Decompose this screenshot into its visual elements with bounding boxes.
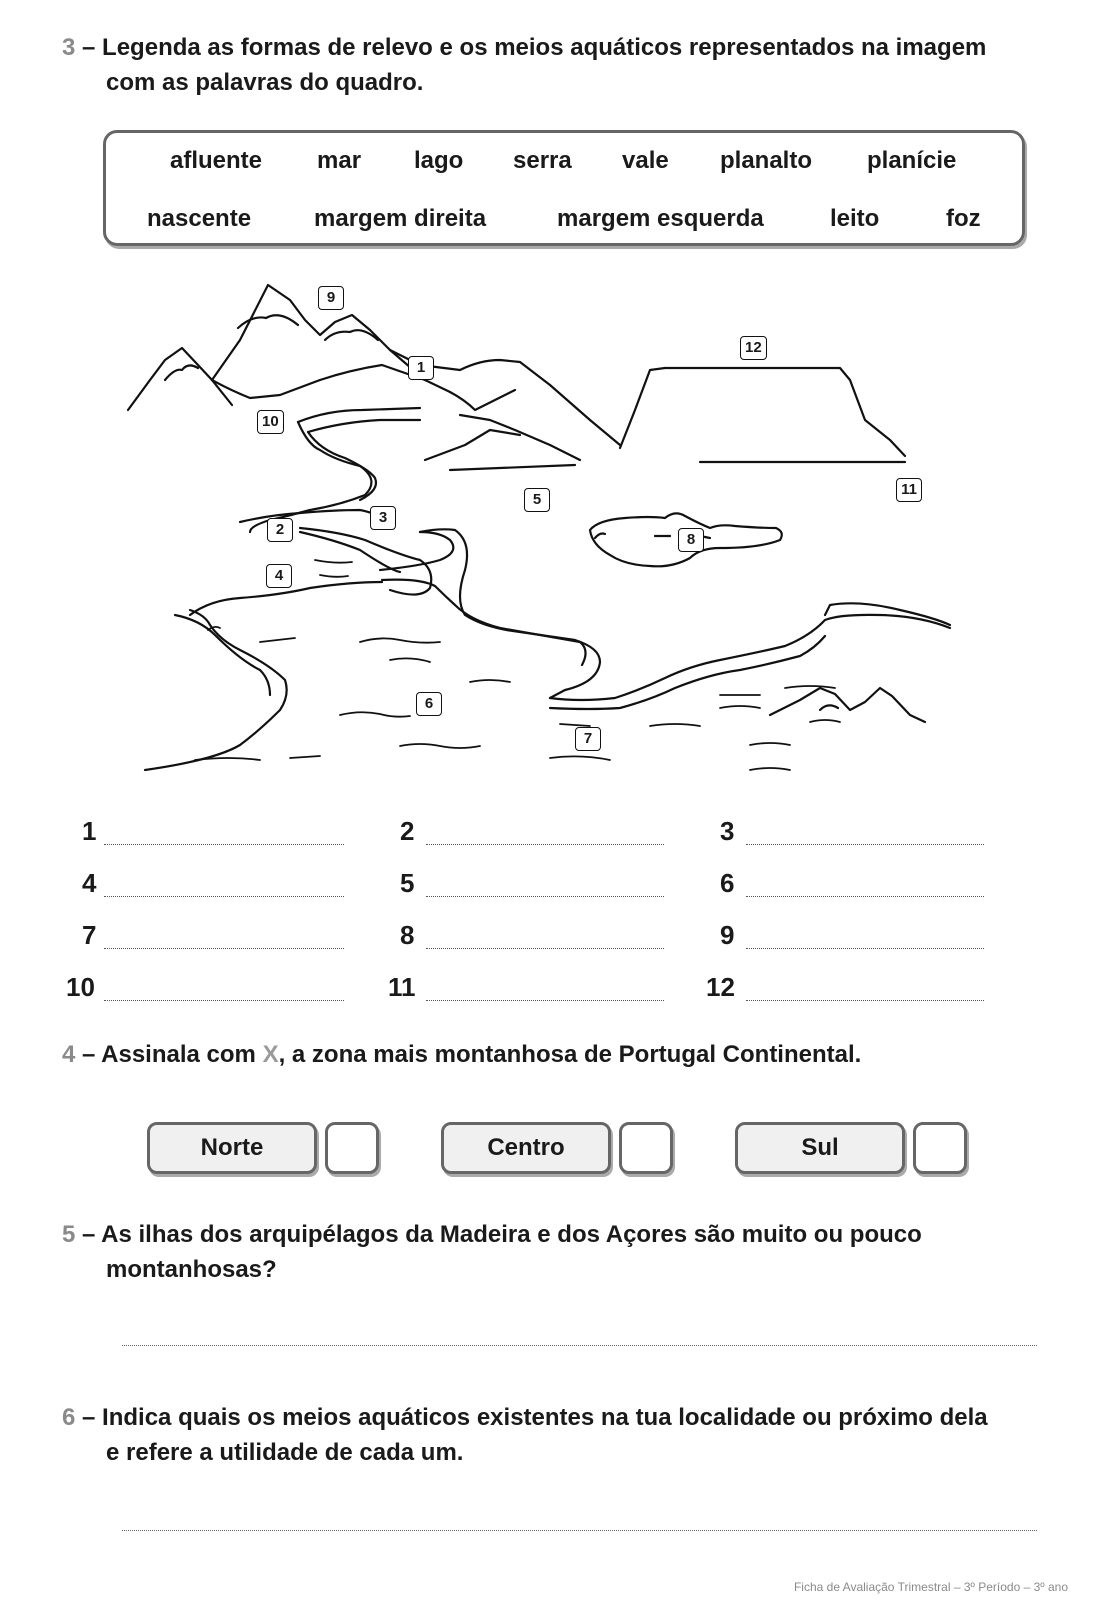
question-text-cont: e refere a utilidade de cada um. [106, 1439, 464, 1466]
answer-row [60, 968, 1020, 1008]
word-bank [103, 130, 1025, 246]
word-item: margem esquerda [557, 205, 764, 232]
page-footer: Ficha de Avaliação Trimestral – 3º Período – 3º ano [793, 1580, 1068, 1594]
answer-line[interactable] [746, 948, 984, 949]
answer-number: 7 [82, 920, 97, 950]
answer-row [60, 916, 1020, 956]
x-mark: X [262, 1041, 279, 1068]
answer-number: 9 [720, 920, 735, 950]
figure-label-5: 5 [524, 488, 550, 512]
figure-label-7: 7 [575, 727, 601, 751]
answer-cell[interactable] [700, 812, 990, 852]
answer-line[interactable] [104, 948, 344, 949]
plateau [620, 368, 905, 462]
word-item: planalto [720, 147, 813, 174]
question-text: , a zona mais montanhosa de Portugal Continental. [278, 1041, 862, 1068]
figure-label-1: 1 [408, 356, 434, 380]
answer-number: 6 [720, 868, 735, 898]
answer-cell[interactable] [60, 968, 345, 1008]
answer-number: 4 [82, 868, 97, 898]
answer-cell[interactable] [700, 916, 990, 956]
answer-cell[interactable] [60, 864, 345, 904]
question-text: – As ilhas dos arquipélagos da Madeira e dos Açores são muito ou pouco [82, 1221, 922, 1248]
answer-number: 12 [706, 972, 735, 1002]
question-number: 5 [62, 1221, 76, 1248]
word-item: afluente [170, 147, 263, 174]
answer-number: 11 [388, 972, 416, 1002]
question-text: – Assinala com [82, 1041, 263, 1068]
word-item: nascente [147, 205, 252, 232]
figure-label-6: 6 [416, 692, 442, 716]
answer-cell[interactable] [60, 916, 345, 956]
question-number: 6 [62, 1404, 76, 1431]
question-number: 4 [62, 1041, 76, 1068]
question-text: – Legenda as formas de relevo e os meios aquáticos representados na imagem [82, 34, 987, 61]
question-number: 3 [62, 34, 76, 61]
sea [195, 638, 840, 770]
question-3 [62, 30, 1032, 100]
option-checkbox[interactable] [325, 1122, 379, 1174]
answer-row [60, 812, 1020, 852]
answer-line[interactable] [104, 1000, 344, 1001]
answer-line[interactable] [426, 896, 664, 897]
question-5 [62, 1217, 1032, 1287]
landscape-illustration [120, 270, 990, 800]
word-item: foz [946, 205, 981, 232]
answer-number: 8 [400, 920, 415, 950]
answer-cell[interactable] [380, 916, 670, 956]
answer-cell[interactable] [700, 968, 990, 1008]
answer-cell[interactable] [380, 864, 670, 904]
figure-label-11: 11 [896, 478, 922, 502]
answer-cell[interactable] [380, 968, 670, 1008]
option-label: Centro [441, 1122, 611, 1174]
answer-row [60, 864, 1020, 904]
option-checkbox[interactable] [913, 1122, 967, 1174]
word-item: planície [867, 147, 957, 174]
figure-label-3: 3 [370, 506, 396, 530]
question-4 [62, 1037, 1032, 1072]
answer-number: 2 [400, 816, 415, 846]
figure-label-10: 10 [257, 410, 284, 434]
mountain-range [128, 285, 620, 460]
answer-line[interactable] [746, 844, 984, 845]
answer-number: 5 [400, 868, 415, 898]
question-text-cont: montanhosas? [106, 1256, 277, 1283]
answer-line-q6[interactable] [122, 1530, 1037, 1531]
question-text-cont: com as palavras do quadro. [106, 69, 424, 96]
question-text: – Indica quais os meios aquáticos existentes na tua localidade ou próximo dela [82, 1404, 988, 1431]
figure-label-2: 2 [267, 518, 293, 542]
word-item: margem direita [314, 205, 487, 232]
figure-label-12: 12 [740, 336, 767, 360]
figure-label-4: 4 [266, 564, 292, 588]
answer-number: 10 [66, 972, 95, 1002]
answer-line-q5[interactable] [122, 1345, 1037, 1346]
option-label: Sul [735, 1122, 905, 1174]
option-checkbox[interactable] [619, 1122, 673, 1174]
word-item: leito [830, 205, 880, 232]
small-hills [770, 688, 925, 722]
answer-line[interactable] [426, 1000, 664, 1001]
answer-line[interactable] [746, 896, 984, 897]
figure-label-9: 9 [318, 286, 344, 310]
answer-line[interactable] [104, 844, 344, 845]
question-6 [62, 1400, 1032, 1470]
answer-cell[interactable] [700, 864, 990, 904]
figure-label-8: 8 [678, 528, 704, 552]
answer-number: 3 [720, 816, 735, 846]
answer-cell[interactable] [60, 812, 345, 852]
answer-number: 1 [82, 816, 97, 846]
option-label: Norte [147, 1122, 317, 1174]
answer-line[interactable] [746, 1000, 984, 1001]
word-item: lago [414, 147, 464, 174]
word-item: vale [622, 147, 669, 174]
word-item: mar [317, 147, 362, 174]
word-item: serra [513, 147, 572, 174]
answer-line[interactable] [426, 948, 664, 949]
answer-cell[interactable] [380, 812, 670, 852]
answer-line[interactable] [426, 844, 664, 845]
answer-line[interactable] [104, 896, 344, 897]
